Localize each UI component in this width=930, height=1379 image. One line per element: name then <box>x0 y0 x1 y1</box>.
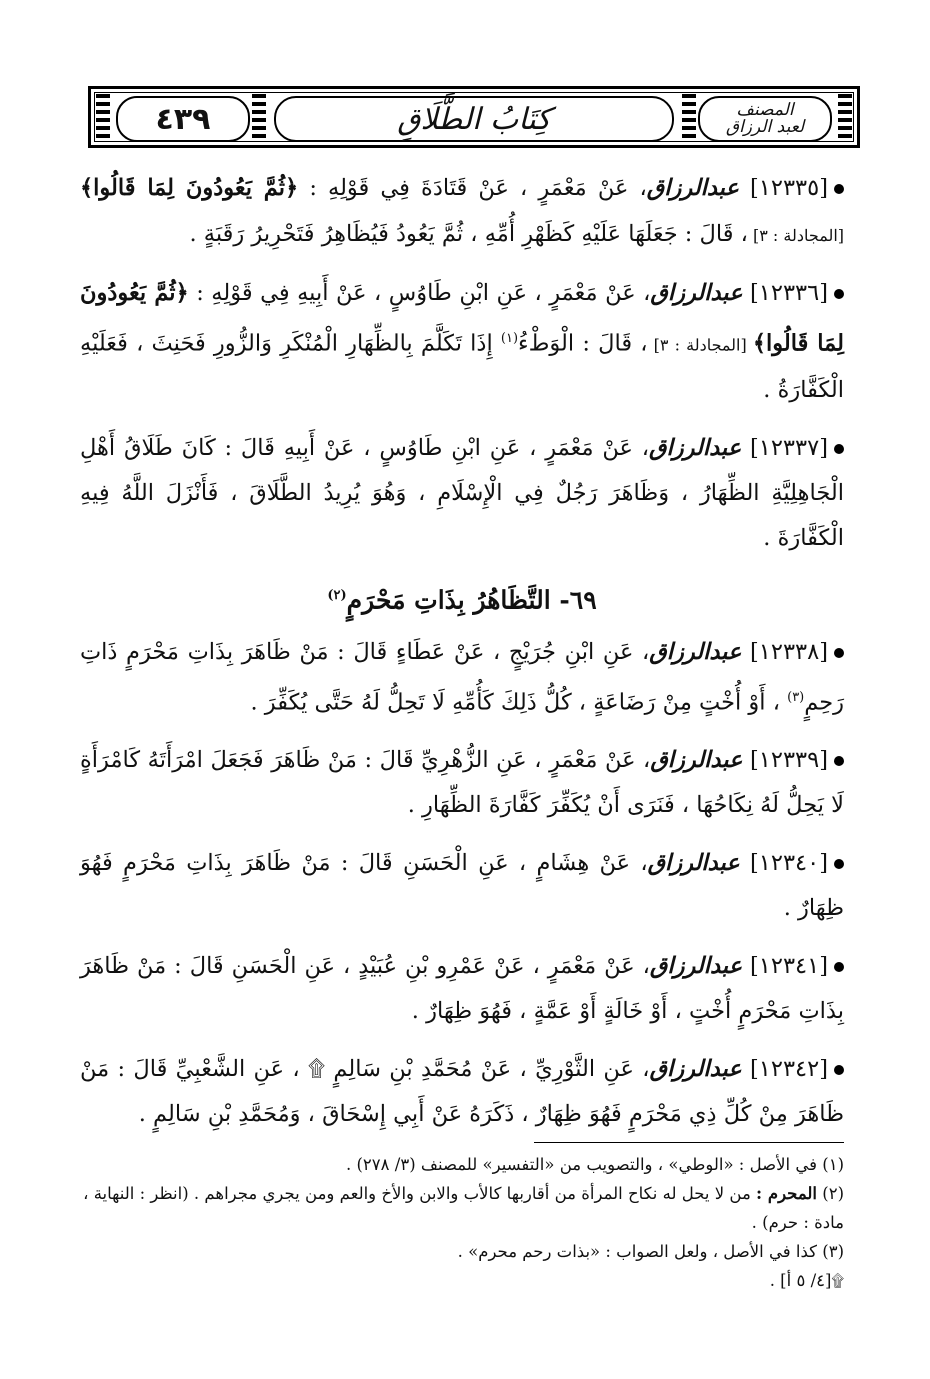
hadith-entry <box>80 630 844 726</box>
logo-line-1: المصنف <box>736 100 794 120</box>
hadith-entry <box>80 1047 844 1137</box>
quran-verse: ﴿ثُمَّ يَعُودُونَ لِمَا قَالُوا﴾ <box>80 280 844 357</box>
verse-reference: [المجادلة : ٣] <box>647 335 753 355</box>
quran-verse: ﴿ثُمَّ يَعُودُونَ لِمَا قَالُوا﴾ <box>80 175 299 201</box>
entry-number: [١٢٣٣٥] <box>750 175 829 201</box>
entry-number: [١٢٣٣٦] <box>750 280 829 306</box>
entry-author: عبدالرزاق <box>649 638 742 665</box>
footnotes <box>80 1150 844 1295</box>
footnote-label: المحرم : <box>756 1184 817 1203</box>
bullet-icon <box>834 1065 844 1075</box>
entry-author: عبدالرزاق <box>650 747 743 774</box>
section-heading <box>80 574 844 622</box>
footnote-ref: (٢) <box>327 587 347 603</box>
chapter-title: كِتَابُ الطَّلَاقِ <box>274 96 674 142</box>
footnote <box>80 1266 844 1295</box>
hadith-entry <box>80 271 844 413</box>
hadith-entry <box>80 738 844 828</box>
entry-number: [١٢٣٣٩] <box>750 747 829 774</box>
entry-text: ، عَنِ الثَّوْرِيِّ ، عَنْ مُحَمَّدِ بْنِ سَالِمٍ <box>325 1056 650 1083</box>
footnote-text: من لا يحل له نكاح المرأة من أقاربها كالأب والابن والأخ والعم ومن يجري مجراهم . (انظر : النهاية ، مادة : حرم) . <box>83 1184 844 1232</box>
entry-number: [١٢٣٤١] <box>750 953 828 980</box>
section-number: ٦٩- <box>559 584 597 614</box>
ornament-icon <box>838 94 852 140</box>
hadith-entry <box>80 841 844 931</box>
hadith-entry <box>80 166 844 258</box>
footnote-separator <box>534 1142 844 1143</box>
logo-line-2: لعبد الرزاق <box>725 117 805 137</box>
footnote-number: (٣) <box>822 1242 844 1261</box>
entry-author: عبدالرزاق <box>649 953 743 980</box>
entry-text: ، قَالَ : الْوَطْءُ <box>518 330 648 357</box>
footnote <box>80 1150 844 1179</box>
main-text <box>80 166 844 1150</box>
entry-text: ، عَنْ مَعْمَرٍ ، عَنْ قَتَادَةَ فِي قَوْلِهِ : <box>298 175 647 201</box>
hadith-entry <box>80 944 844 1034</box>
entry-text: ، عَنْ مَعْمَرٍ ، عَنِ ابْنِ طَاوُسٍ ، عَنْ أَبِيهِ فِي قَوْلِهِ : <box>188 280 651 306</box>
footnote-number: (٢) <box>822 1184 844 1203</box>
entry-text: ، عَنْ هِشَامٍ ، عَنِ الْحَسَنِ قَالَ : مَنْ ظَاهَرَ بِذَاتِ مَحْرَمٍ فَهُوَ ظِهَارٌ . <box>80 850 844 922</box>
bullet-icon <box>834 962 844 972</box>
bullet-icon <box>834 756 844 766</box>
ornament-icon <box>96 94 110 140</box>
footnote-text: كذا في الأصل ، ولعل الصواب : «بذات رحم محرم» . <box>457 1242 817 1261</box>
footnote-number: (١) <box>822 1155 844 1174</box>
entry-text: ، عَنِ ابْنِ جُرَيْجٍ ، عَنْ عَطَاءٍ قَالَ : مَنْ ظَاهَرَ بِذَاتِ مَحْرَمٍ ذَاتِ رَحِمٍ <box>80 638 844 716</box>
book-logo <box>698 96 832 142</box>
section-title: التَّظَاهُرُ بِذَاتِ مَحْرَمٍ <box>346 584 551 614</box>
entry-text: ، عَنْ مَعْمَرٍ ، عَنْ عَمْرِو بْنِ عُبَيْدٍ ، عَنِ الْحَسَنِ قَالَ : مَنْ ظَاهَرَ بِذَاتِ مَحْرَمٍ أُخْتٍ ، أَوْ خَالَةٍ أَوْ عَمَّةٍ ، فَهُوَ ظِهَارٌ . <box>80 953 844 1025</box>
bullet-icon <box>834 184 844 194</box>
ornament-icon <box>682 94 696 140</box>
bullet-icon <box>834 444 844 454</box>
entry-number: [١٢٣٣٨] <box>750 638 828 665</box>
entry-text: ، أَوْ أُخْتٍ مِنْ رَضَاعَةٍ ، كُلُّ ذَلِكَ كَأُمِّهِ لَا تَحِلُّ لَهُ حَتَّى يُكَفِّرَ . <box>250 689 788 716</box>
footnote-ref: (١) <box>500 331 519 346</box>
entry-author: عبدالرزاق <box>649 434 742 461</box>
bullet-icon <box>834 289 844 299</box>
entry-text: إِذَا تَكَلَّمَ بِالظِّهَارِ الْمُنْكَرِ وَالزُّورِ فَحَنِثَ ، فَعَلَيْهِ الْكَفَّارَةُ . <box>80 330 844 403</box>
entry-number: [١٢٣٤٠] <box>750 850 828 877</box>
page-header <box>88 86 860 148</box>
entry-author: عبدالرزاق <box>646 175 739 201</box>
entry-author: عبدالرزاق <box>649 1056 742 1083</box>
entry-number: [١٢٣٤٢] <box>750 1056 829 1083</box>
footnote-text: في الأصل : «الوطي» ، والتصويب من «التفسير» للمصنف (٣/ ٢٧٨) . <box>345 1155 817 1174</box>
entry-number: [١٢٣٣٧] <box>749 434 828 461</box>
entry-text: ، عَنِ الشَّعْبِيِّ قَالَ : مَنْ ظَاهَرَ مِنْ كُلِّ ذِي مَحْرَمٍ فَهُوَ ظِهَارٌ ، ذَكَرَهُ عَنْ أَبِي إِسْحَاقَ ، وَمُحَمَّدِ بْنِ سَالِمٍ . <box>80 1056 844 1128</box>
footnote <box>80 1179 844 1237</box>
manuscript-mark-icon: ۩ <box>308 1056 326 1083</box>
entry-author: عبدالرزاق <box>650 280 743 306</box>
entry-author: عبدالرزاق <box>647 850 740 877</box>
entry-text: ، عَنْ مَعْمَرٍ ، عَنِ ابْنِ طَاوُسٍ ، عَنْ أَبِيهِ قَالَ : كَانَ طَلَاقُ أَهْلِ الْجَاهِلِيَّةِ الظِّهَارُ ، وَظَاهَرَ رَجُلٌ فِي الْإِسْلَامِ ، وَهُوَ يُرِيدُ الطَّلَاقَ ، فَأَنْزَلَ اللَّهُ فِيهِ الْكَفَّارَةَ . <box>80 434 844 551</box>
hadith-entry <box>80 426 844 561</box>
ornament-icon <box>252 94 266 140</box>
verse-reference: [المجادلة : ٣] <box>747 226 844 245</box>
footnote-number: ۩ <box>831 1271 844 1290</box>
bullet-icon <box>834 859 844 869</box>
bullet-icon <box>834 648 844 658</box>
footnote-ref: (٣) <box>787 689 805 705</box>
page-number: ٤٣٩ <box>116 96 250 142</box>
footnote-text: [٤/ ٥ أ] . <box>769 1271 832 1290</box>
entry-text: ، عَنْ مَعْمَرٍ ، عَنِ الزُّهْرِيِّ قَالَ : مَنْ ظَاهَرَ فَجَعَلَ امْرَأَتَهُ كَامْرَأَةٍ لَا يَحِلُّ لَهُ نِكَاحُهَا ، فَنَرَى أَنْ يُكَفِّرَ كَفَّارَةَ الظِّهَارِ . <box>80 747 844 819</box>
footnote <box>80 1237 844 1266</box>
entry-text: ، قَالَ : جَعَلَهَا عَلَيْهِ كَظَهْرِ أُمِّهِ ، ثُمَّ يَعُودُ فَيُظَاهِرُ فَتَحْرِيرُ رَقَبَةٍ . <box>189 221 748 247</box>
